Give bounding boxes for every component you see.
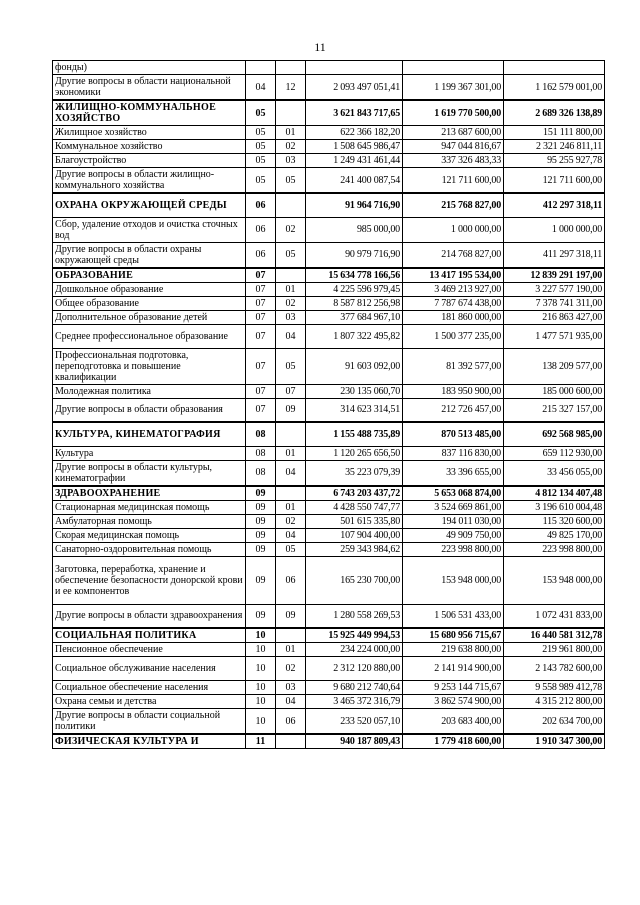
amount-3-cell: 3 196 610 004,48 bbox=[504, 500, 605, 514]
amount-1-cell: 1 120 265 656,50 bbox=[306, 446, 403, 460]
subsection-code-cell: 01 bbox=[276, 643, 306, 657]
amount-2-cell bbox=[403, 61, 504, 75]
subsection-code-cell: 05 bbox=[276, 242, 306, 268]
amount-3-cell: 2 689 326 138,89 bbox=[504, 100, 605, 126]
amount-2-cell: 203 683 400,00 bbox=[403, 709, 504, 735]
amount-3-cell: 215 327 157,00 bbox=[504, 398, 605, 422]
table-row bbox=[53, 657, 605, 681]
amount-3-cell: 1 910 347 300,00 bbox=[504, 734, 605, 749]
row-name-cell: Санаторно-оздоровительная помощь bbox=[53, 542, 246, 556]
table-row bbox=[53, 695, 605, 709]
amount-2-cell: 5 653 068 874,00 bbox=[403, 486, 504, 501]
amount-3-cell: 223 998 800,00 bbox=[504, 542, 605, 556]
amount-3-cell: 219 961 800,00 bbox=[504, 643, 605, 657]
amount-1-cell: 985 000,00 bbox=[306, 217, 403, 242]
table-row bbox=[53, 528, 605, 542]
section-code-cell: 10 bbox=[246, 681, 276, 695]
amount-3-cell: 115 320 600,00 bbox=[504, 514, 605, 528]
amount-3-cell: 4 812 134 407,48 bbox=[504, 486, 605, 501]
subsection-code-cell: 05 bbox=[276, 168, 306, 194]
section-code-cell: 08 bbox=[246, 460, 276, 486]
amount-1-cell: 234 224 000,00 bbox=[306, 643, 403, 657]
amount-1-cell: 15 925 449 994,53 bbox=[306, 628, 403, 643]
subsection-code-cell bbox=[276, 422, 306, 446]
table-row bbox=[53, 154, 605, 168]
table-row bbox=[53, 217, 605, 242]
amount-3-cell: 138 209 577,00 bbox=[504, 348, 605, 384]
amount-3-cell: 9 558 989 412,78 bbox=[504, 681, 605, 695]
amount-2-cell: 213 687 600,00 bbox=[403, 126, 504, 140]
section-code-cell: 11 bbox=[246, 734, 276, 749]
amount-1-cell: 3 621 843 717,65 bbox=[306, 100, 403, 126]
section-row bbox=[53, 268, 605, 283]
row-name-cell: ЖИЛИЩНО-КОММУНАЛЬНОЕ ХОЗЯЙСТВО bbox=[53, 100, 246, 126]
section-code-cell: 10 bbox=[246, 695, 276, 709]
table-row bbox=[53, 168, 605, 194]
section-code-cell: 09 bbox=[246, 486, 276, 501]
amount-3-cell: 1 000 000,00 bbox=[504, 217, 605, 242]
section-code-cell: 07 bbox=[246, 324, 276, 348]
amount-1-cell: 4 428 550 747,77 bbox=[306, 500, 403, 514]
amount-2-cell: 33 396 655,00 bbox=[403, 460, 504, 486]
table-row bbox=[53, 348, 605, 384]
amount-3-cell: 1 477 571 935,00 bbox=[504, 324, 605, 348]
amount-1-cell: 8 587 812 256,98 bbox=[306, 296, 403, 310]
section-code-cell: 08 bbox=[246, 422, 276, 446]
section-code-cell: 05 bbox=[246, 140, 276, 154]
amount-3-cell: 3 227 577 190,00 bbox=[504, 282, 605, 296]
subsection-code-cell: 01 bbox=[276, 500, 306, 514]
amount-2-cell: 1 000 000,00 bbox=[403, 217, 504, 242]
amount-1-cell: 1 807 322 495,82 bbox=[306, 324, 403, 348]
table-row bbox=[53, 384, 605, 398]
amount-2-cell: 214 768 827,00 bbox=[403, 242, 504, 268]
table-row bbox=[53, 296, 605, 310]
table-row bbox=[53, 604, 605, 628]
amount-1-cell: 90 979 716,90 bbox=[306, 242, 403, 268]
amount-1-cell: 35 223 079,39 bbox=[306, 460, 403, 486]
table-row bbox=[53, 542, 605, 556]
subsection-code-cell: 01 bbox=[276, 126, 306, 140]
section-code-cell: 07 bbox=[246, 268, 276, 283]
table-row bbox=[53, 446, 605, 460]
amount-2-cell: 9 253 144 715,67 bbox=[403, 681, 504, 695]
amount-1-cell: 2 312 120 880,00 bbox=[306, 657, 403, 681]
section-code-cell: 07 bbox=[246, 384, 276, 398]
amount-2-cell: 219 638 800,00 bbox=[403, 643, 504, 657]
amount-2-cell: 1 199 367 301,00 bbox=[403, 75, 504, 101]
section-row bbox=[53, 100, 605, 126]
section-code-cell: 07 bbox=[246, 296, 276, 310]
table-row bbox=[53, 140, 605, 154]
section-code-cell: 05 bbox=[246, 126, 276, 140]
subsection-code-cell: 04 bbox=[276, 324, 306, 348]
subsection-code-cell: 07 bbox=[276, 384, 306, 398]
table-row bbox=[53, 282, 605, 296]
row-name-cell: Социальное обеспечение населения bbox=[53, 681, 246, 695]
amount-1-cell: 501 615 335,80 bbox=[306, 514, 403, 528]
subsection-code-cell bbox=[276, 628, 306, 643]
row-name-cell: КУЛЬТУРА, КИНЕМАТОГРАФИЯ bbox=[53, 422, 246, 446]
amount-2-cell: 181 860 000,00 bbox=[403, 310, 504, 324]
row-name-cell: Скорая медицинская помощь bbox=[53, 528, 246, 542]
amount-2-cell: 49 909 750,00 bbox=[403, 528, 504, 542]
table-row bbox=[53, 126, 605, 140]
row-name-cell: фонды) bbox=[53, 61, 246, 75]
section-code-cell: 10 bbox=[246, 657, 276, 681]
amount-2-cell: 1 506 531 433,00 bbox=[403, 604, 504, 628]
amount-1-cell: 241 400 087,54 bbox=[306, 168, 403, 194]
amount-3-cell: 692 568 985,00 bbox=[504, 422, 605, 446]
table-row bbox=[53, 500, 605, 514]
amount-3-cell: 185 000 600,00 bbox=[504, 384, 605, 398]
amount-1-cell: 259 343 984,62 bbox=[306, 542, 403, 556]
section-code-cell: 09 bbox=[246, 556, 276, 604]
amount-2-cell: 194 011 030,00 bbox=[403, 514, 504, 528]
page-number: 11 bbox=[314, 40, 326, 54]
row-name-cell: Амбулаторная помощь bbox=[53, 514, 246, 528]
amount-3-cell: 412 297 318,11 bbox=[504, 193, 605, 217]
amount-1-cell: 6 743 203 437,72 bbox=[306, 486, 403, 501]
row-name-cell: Профессиональная подготовка, переподготовка и повышение квалификации bbox=[53, 348, 246, 384]
subsection-code-cell: 02 bbox=[276, 657, 306, 681]
row-name-cell: ФИЗИЧЕСКАЯ КУЛЬТУРА И bbox=[53, 734, 246, 749]
row-name-cell: Жилищное хозяйство bbox=[53, 126, 246, 140]
amount-1-cell: 1 508 645 986,47 bbox=[306, 140, 403, 154]
table-row bbox=[53, 324, 605, 348]
amount-2-cell: 3 862 574 900,00 bbox=[403, 695, 504, 709]
amount-3-cell: 12 839 291 197,00 bbox=[504, 268, 605, 283]
subsection-code-cell bbox=[276, 486, 306, 501]
section-row bbox=[53, 193, 605, 217]
row-name-cell: Общее образование bbox=[53, 296, 246, 310]
amount-2-cell: 215 768 827,00 bbox=[403, 193, 504, 217]
amount-2-cell: 1 619 770 500,00 bbox=[403, 100, 504, 126]
amount-2-cell: 121 711 600,00 bbox=[403, 168, 504, 194]
section-code-cell: 08 bbox=[246, 446, 276, 460]
budget-table-body bbox=[53, 61, 605, 749]
row-name-cell: СОЦИАЛЬНАЯ ПОЛИТИКА bbox=[53, 628, 246, 643]
section-code-cell: 05 bbox=[246, 154, 276, 168]
subsection-code-cell: 06 bbox=[276, 709, 306, 735]
amount-2-cell: 837 116 830,00 bbox=[403, 446, 504, 460]
table-row bbox=[53, 681, 605, 695]
section-code-cell: 06 bbox=[246, 242, 276, 268]
section-code-cell: 07 bbox=[246, 310, 276, 324]
table-row bbox=[53, 643, 605, 657]
section-row bbox=[53, 486, 605, 501]
amount-1-cell: 91 964 716,90 bbox=[306, 193, 403, 217]
amount-1-cell: 940 187 809,43 bbox=[306, 734, 403, 749]
table-row bbox=[53, 709, 605, 735]
amount-3-cell: 7 378 741 311,00 bbox=[504, 296, 605, 310]
amount-2-cell: 2 141 914 900,00 bbox=[403, 657, 504, 681]
amount-3-cell: 4 315 212 800,00 bbox=[504, 695, 605, 709]
subsection-code-cell bbox=[276, 100, 306, 126]
row-name-cell: Среднее профессиональное образование bbox=[53, 324, 246, 348]
row-name-cell: Молодежная политика bbox=[53, 384, 246, 398]
subsection-code-cell bbox=[276, 61, 306, 75]
section-code-cell: 09 bbox=[246, 604, 276, 628]
amount-1-cell: 1 249 431 461,44 bbox=[306, 154, 403, 168]
row-name-cell: Дошкольное образование bbox=[53, 282, 246, 296]
section-code-cell: 07 bbox=[246, 398, 276, 422]
section-code-cell: 10 bbox=[246, 709, 276, 735]
amount-1-cell: 4 225 596 979,45 bbox=[306, 282, 403, 296]
row-name-cell: Пенсионное обеспечение bbox=[53, 643, 246, 657]
amount-3-cell: 202 634 700,00 bbox=[504, 709, 605, 735]
subsection-code-cell: 06 bbox=[276, 556, 306, 604]
amount-3-cell: 33 456 055,00 bbox=[504, 460, 605, 486]
amount-2-cell: 153 948 000,00 bbox=[403, 556, 504, 604]
section-code-cell: 10 bbox=[246, 643, 276, 657]
subsection-code-cell: 02 bbox=[276, 140, 306, 154]
amount-3-cell: 49 825 170,00 bbox=[504, 528, 605, 542]
amount-1-cell: 91 603 092,00 bbox=[306, 348, 403, 384]
table-row bbox=[53, 398, 605, 422]
subsection-code-cell: 09 bbox=[276, 604, 306, 628]
amount-3-cell: 1 162 579 001,00 bbox=[504, 75, 605, 101]
amount-2-cell: 870 513 485,00 bbox=[403, 422, 504, 446]
amount-2-cell: 183 950 900,00 bbox=[403, 384, 504, 398]
amount-2-cell: 947 044 816,67 bbox=[403, 140, 504, 154]
row-name-cell: Коммунальное хозяйство bbox=[53, 140, 246, 154]
subsection-code-cell bbox=[276, 734, 306, 749]
subsection-code-cell: 04 bbox=[276, 695, 306, 709]
table-row bbox=[53, 61, 605, 75]
row-name-cell: Благоустройство bbox=[53, 154, 246, 168]
subsection-code-cell: 09 bbox=[276, 398, 306, 422]
amount-3-cell: 95 255 927,78 bbox=[504, 154, 605, 168]
table-row bbox=[53, 242, 605, 268]
amount-1-cell: 377 684 967,10 bbox=[306, 310, 403, 324]
amount-2-cell: 223 998 800,00 bbox=[403, 542, 504, 556]
table-row bbox=[53, 556, 605, 604]
subsection-code-cell: 03 bbox=[276, 154, 306, 168]
subsection-code-cell: 01 bbox=[276, 446, 306, 460]
row-name-cell: Другие вопросы в области культуры, кинематографии bbox=[53, 460, 246, 486]
amount-3-cell: 16 440 581 312,78 bbox=[504, 628, 605, 643]
amount-3-cell: 659 112 930,00 bbox=[504, 446, 605, 460]
row-name-cell: Стационарная медицинская помощь bbox=[53, 500, 246, 514]
section-code-cell: 09 bbox=[246, 514, 276, 528]
subsection-code-cell bbox=[276, 268, 306, 283]
section-code-cell: 05 bbox=[246, 100, 276, 126]
section-row bbox=[53, 628, 605, 643]
section-code-cell: 07 bbox=[246, 282, 276, 296]
row-name-cell: Дополнительное образование детей bbox=[53, 310, 246, 324]
section-code-cell: 05 bbox=[246, 168, 276, 194]
row-name-cell: Другие вопросы в области образования bbox=[53, 398, 246, 422]
budget-table bbox=[52, 60, 605, 749]
section-code-cell: 09 bbox=[246, 542, 276, 556]
row-name-cell: Культура bbox=[53, 446, 246, 460]
section-code-cell: 10 bbox=[246, 628, 276, 643]
subsection-code-cell: 01 bbox=[276, 282, 306, 296]
subsection-code-cell: 04 bbox=[276, 528, 306, 542]
amount-2-cell: 3 524 669 861,00 bbox=[403, 500, 504, 514]
amount-1-cell bbox=[306, 61, 403, 75]
amount-3-cell: 2 321 246 811,11 bbox=[504, 140, 605, 154]
amount-1-cell: 314 623 314,51 bbox=[306, 398, 403, 422]
amount-2-cell: 1 500 377 235,00 bbox=[403, 324, 504, 348]
subsection-code-cell: 02 bbox=[276, 217, 306, 242]
row-name-cell: Другие вопросы в области жилищно-коммунального хозяйства bbox=[53, 168, 246, 194]
amount-1-cell: 233 520 057,10 bbox=[306, 709, 403, 735]
amount-3-cell bbox=[504, 61, 605, 75]
amount-2-cell: 1 779 418 600,00 bbox=[403, 734, 504, 749]
row-name-cell: Другие вопросы в области здравоохранения bbox=[53, 604, 246, 628]
row-name-cell: ОБРАЗОВАНИЕ bbox=[53, 268, 246, 283]
section-code-cell: 06 bbox=[246, 193, 276, 217]
row-name-cell: Другие вопросы в области охраны окружающей среды bbox=[53, 242, 246, 268]
section-code-cell bbox=[246, 61, 276, 75]
subsection-code-cell bbox=[276, 193, 306, 217]
row-name-cell: Другие вопросы в области национальной экономики bbox=[53, 75, 246, 101]
amount-2-cell: 3 469 213 927,00 bbox=[403, 282, 504, 296]
row-name-cell: Другие вопросы в области социальной политики bbox=[53, 709, 246, 735]
amount-3-cell: 151 111 800,00 bbox=[504, 126, 605, 140]
row-name-cell: Заготовка, переработка, хранение и обеспечение безопасности донорской крови и ее компонентов bbox=[53, 556, 246, 604]
table-row bbox=[53, 460, 605, 486]
amount-1-cell: 1 155 488 735,89 bbox=[306, 422, 403, 446]
amount-3-cell: 1 072 431 833,00 bbox=[504, 604, 605, 628]
amount-1-cell: 2 093 497 051,41 bbox=[306, 75, 403, 101]
row-name-cell: ЗДРАВООХРАНЕНИЕ bbox=[53, 486, 246, 501]
amount-1-cell: 230 135 060,70 bbox=[306, 384, 403, 398]
amount-3-cell: 216 863 427,00 bbox=[504, 310, 605, 324]
table-row bbox=[53, 310, 605, 324]
section-code-cell: 06 bbox=[246, 217, 276, 242]
amount-2-cell: 13 417 195 534,00 bbox=[403, 268, 504, 283]
subsection-code-cell: 02 bbox=[276, 296, 306, 310]
section-code-cell: 04 bbox=[246, 75, 276, 101]
section-code-cell: 09 bbox=[246, 528, 276, 542]
row-name-cell: Охрана семьи и детства bbox=[53, 695, 246, 709]
amount-2-cell: 7 787 674 438,00 bbox=[403, 296, 504, 310]
amount-1-cell: 3 465 372 316,79 bbox=[306, 695, 403, 709]
subsection-code-cell: 05 bbox=[276, 348, 306, 384]
subsection-code-cell: 05 bbox=[276, 542, 306, 556]
subsection-code-cell: 02 bbox=[276, 514, 306, 528]
amount-1-cell: 165 230 700,00 bbox=[306, 556, 403, 604]
amount-1-cell: 1 280 558 269,53 bbox=[306, 604, 403, 628]
section-row bbox=[53, 734, 605, 749]
amount-2-cell: 337 326 483,33 bbox=[403, 154, 504, 168]
amount-3-cell: 2 143 782 600,00 bbox=[504, 657, 605, 681]
subsection-code-cell: 03 bbox=[276, 310, 306, 324]
amount-3-cell: 411 297 318,11 bbox=[504, 242, 605, 268]
amount-1-cell: 15 634 778 166,56 bbox=[306, 268, 403, 283]
amount-3-cell: 121 711 600,00 bbox=[504, 168, 605, 194]
amount-2-cell: 15 680 956 715,67 bbox=[403, 628, 504, 643]
subsection-code-cell: 12 bbox=[276, 75, 306, 101]
row-name-cell: ОХРАНА ОКРУЖАЮЩЕЙ СРЕДЫ bbox=[53, 193, 246, 217]
subsection-code-cell: 04 bbox=[276, 460, 306, 486]
row-name-cell: Социальное обслуживание населения bbox=[53, 657, 246, 681]
amount-1-cell: 9 680 212 740,64 bbox=[306, 681, 403, 695]
amount-1-cell: 622 366 182,20 bbox=[306, 126, 403, 140]
table-row bbox=[53, 514, 605, 528]
amount-2-cell: 81 392 577,00 bbox=[403, 348, 504, 384]
table-row bbox=[53, 75, 605, 101]
section-code-cell: 07 bbox=[246, 348, 276, 384]
section-code-cell: 09 bbox=[246, 500, 276, 514]
amount-2-cell: 212 726 457,00 bbox=[403, 398, 504, 422]
row-name-cell: Сбор, удаление отходов и очистка сточных вод bbox=[53, 217, 246, 242]
amount-1-cell: 107 904 400,00 bbox=[306, 528, 403, 542]
subsection-code-cell: 03 bbox=[276, 681, 306, 695]
amount-3-cell: 153 948 000,00 bbox=[504, 556, 605, 604]
section-row bbox=[53, 422, 605, 446]
